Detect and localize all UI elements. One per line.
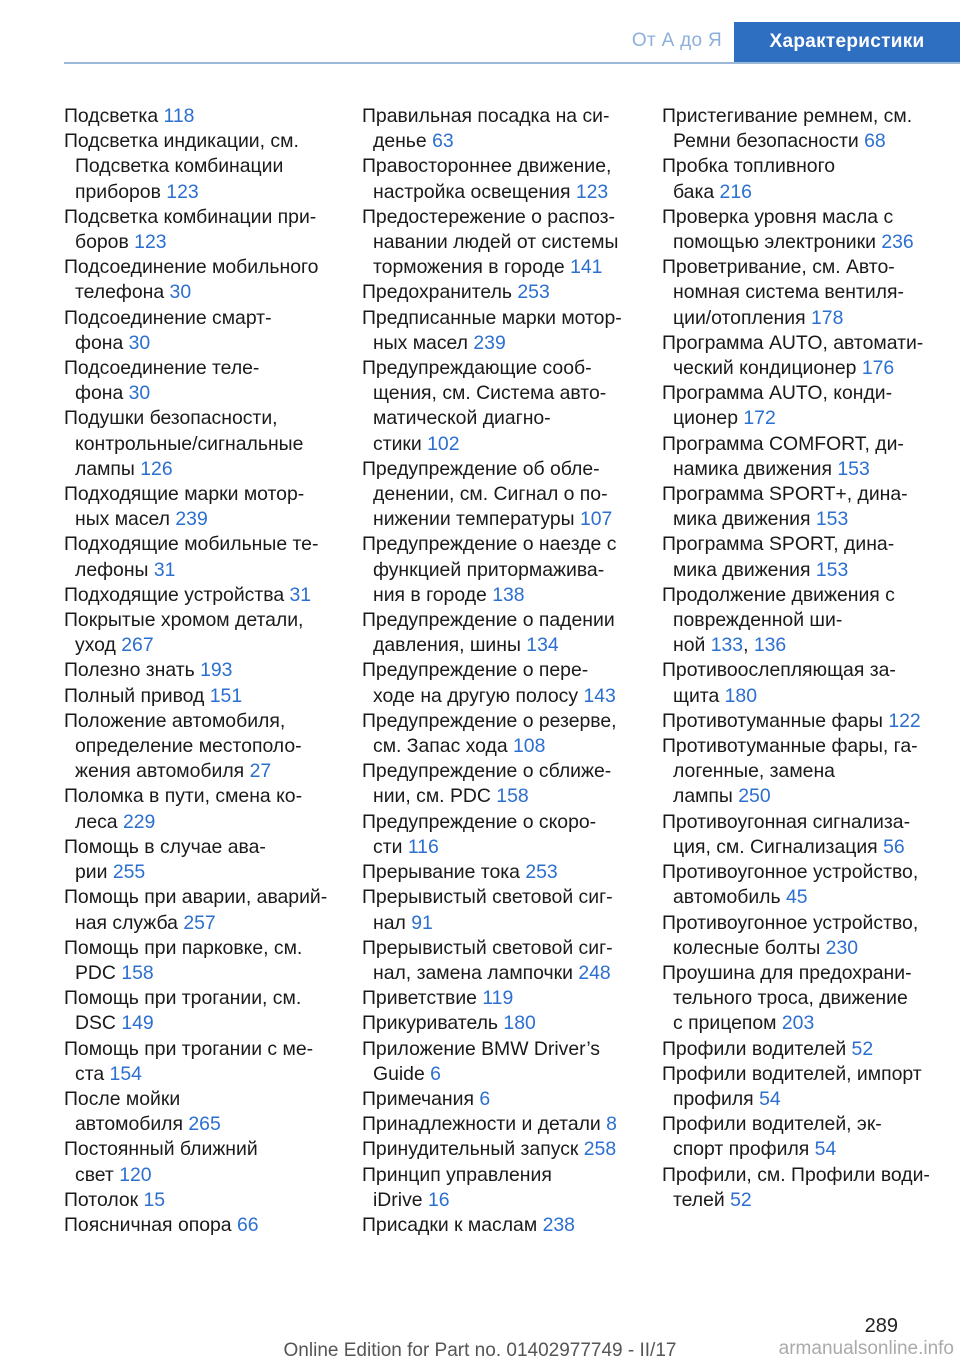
entry-text: ходе на другую полосу [373,684,579,707]
entry-text: ной [673,634,706,657]
entry-text: Guide [373,1062,425,1085]
index-entry [64,608,336,658]
page-link[interactable]: 255 [112,861,146,884]
entry-text: Предупреждение о пере- [362,659,589,682]
index-entry [662,1112,954,1162]
entry-text: тельного троса, движение [673,987,908,1010]
index-column-2 [362,104,634,1238]
page-link[interactable]: 116 [407,835,439,858]
index-entry [64,129,336,205]
page-link[interactable]: 31 [289,583,312,606]
page-link[interactable]: 123 [575,180,609,203]
entry-text: лампы [75,457,135,480]
entry-text: автомобиля [75,1113,183,1136]
entry-text: приборов [75,180,161,203]
page-link[interactable]: 123 [134,231,167,254]
index-entry [64,1137,336,1187]
index-entry [362,658,634,708]
page-link[interactable]: 172 [743,407,776,430]
page-link[interactable]: 102 [427,432,460,455]
entry-text: Прерывистый световой сиг- [362,936,613,959]
page-link[interactable]: 153 [815,558,849,581]
page-link[interactable]: 151 [209,684,243,707]
entry-text: леса [75,810,118,833]
index-entry [662,860,954,910]
edition-footer: Online Edition for Part no. 01402977749 - II/17 [283,1340,677,1361]
entry-text: Противотуманные фары, га- [662,735,918,758]
page-link[interactable]: 203 [781,1012,815,1035]
index-entry: Продолжение движения с поврежденной ши- ной 133, 136 [662,583,895,657]
entry-text: Покрытые хромом детали, [64,609,304,632]
page-link[interactable]: 154 [109,1062,142,1085]
index-entry [362,1163,634,1213]
page-link[interactable]: 91 [411,911,433,934]
page-link[interactable]: 253 [525,861,558,884]
entry-text: лампы [673,785,733,808]
entry-text: профиля [673,1087,754,1110]
entry-text: Поясничная опора [64,1213,232,1236]
entry-text: Помощь при трогании, см. [64,987,302,1010]
entry-text: Профили водителей, эк- [662,1113,882,1136]
page-link[interactable]: 120 [119,1163,152,1186]
page-link[interactable]: 56 [883,835,905,858]
entry-text: Поломка в пути, смена ко- [64,785,303,808]
index-entry [662,532,954,582]
page-link[interactable]: 30 [128,382,151,405]
page-link[interactable]: 31 [153,558,176,581]
entry-text: Программа AUTO, конди- [662,382,893,405]
entry-text: Предупреждающие сооб- [362,357,592,380]
page-link[interactable]: 239 [175,508,208,531]
index-entry [64,684,336,709]
index-entry [64,583,336,608]
page-link[interactable]: 52 [851,1037,874,1060]
page-link[interactable]: 158 [121,961,154,984]
page-link[interactable]: 178 [811,306,844,329]
page-link[interactable]: 248 [578,961,611,984]
index-entry [64,205,336,255]
index-entry [362,356,634,457]
index-column-1 [64,104,336,1238]
page-link[interactable]: 66 [236,1213,259,1236]
page-link[interactable]: 216 [719,180,752,203]
entry-text: денении, см. Сигнал о по- [373,483,608,506]
entry-text: Правостороннее движение, [362,155,612,178]
index-entry [662,709,954,734]
page-link[interactable]: 236 [881,231,914,254]
entry-text: Подсоединение теле- [64,357,260,380]
entry-text: контрольные/сигнальные [75,432,304,455]
entry-text: Приветствие [362,987,477,1010]
entry-text: автомобиль [673,886,781,909]
page-link[interactable]: 27 [249,760,272,783]
entry-text: Потолок [64,1188,139,1211]
index-entry [64,1087,336,1137]
index-entry [362,1112,634,1137]
entry-text: торможения в городе [373,256,565,279]
page-link[interactable]: 176 [861,357,895,380]
page-link[interactable]: 265 [188,1113,221,1136]
entry-text: ния в городе [373,583,487,606]
entry-text: функцией притормажива- [373,558,605,581]
entry-text: Постоянный ближний [64,1138,258,1161]
page-link[interactable]: 52 [730,1188,752,1211]
entry-text: мика движения [673,508,811,531]
page-link[interactable]: 136 [753,634,787,657]
entry-text: настройка освещения [373,180,571,203]
entry-text: DSC [75,1012,116,1035]
entry-text: ста [75,1062,105,1085]
page-link[interactable]: 253 [517,281,550,304]
index-entry [362,1137,634,1162]
entry-text: Полный привод [64,684,205,707]
index-entry [362,986,634,1011]
index-entry [64,835,336,885]
entry-text: колесные болты [673,936,821,959]
section-tab[interactable]: Характеристики [734,22,960,62]
page-link[interactable]: 16 [427,1188,450,1211]
entry-text: Продолжение движения с [662,583,895,606]
header-bar [64,22,960,64]
entry-text: Проверка уровня масла с [662,205,894,228]
index-entry [64,986,336,1036]
page-number: 289 [864,1315,898,1337]
index-entry [64,784,336,834]
index-entry [662,104,954,154]
entry-text: Противоослепляющая за- [662,659,896,682]
entry-text: ция, см. Сигнализация [673,835,878,858]
entry-text: ческий кондиционер [673,357,857,380]
entry-text: Принадлежности и детали [362,1113,601,1136]
entry-text: нал, замена лампочки [373,961,573,984]
entry-text: Противоугонное устройство, [662,861,919,884]
page-link[interactable]: 8 [606,1113,617,1136]
entry-text: ная служба [75,911,178,934]
page-link[interactable]: 230 [825,936,859,959]
index-entry [64,936,336,986]
page-link[interactable]: 193 [200,659,233,682]
entry-text: Противотуманные фары [662,709,883,732]
page-link[interactable]: 153 [815,508,849,531]
entry-text: Подушки безопасности, [64,407,278,430]
entry-text: бака [673,180,715,203]
page-link[interactable]: 149 [121,1012,154,1035]
entry-text: щения, см. Система авто- [373,382,607,405]
entry-text: Принудительный запуск [362,1138,579,1161]
page-link[interactable]: 123 [166,180,199,203]
index-entry [662,961,954,1037]
entry-text: Прерывание тока [362,861,520,884]
page-link[interactable]: 258 [583,1138,617,1161]
entry-text: Противоугонная сигнализа- [662,810,911,833]
entry-text: телей [673,1188,725,1211]
index-entry [362,810,634,860]
entry-text: спорт профиля [673,1138,810,1161]
entry-text: щита [673,684,720,707]
entry-text: Предписанные марки мотор- [362,306,622,329]
entry-text: Подходящие марки мотор- [64,483,305,506]
page-link[interactable]: 180 [503,1012,536,1035]
entry-text: нии, см. PDC [373,785,491,808]
index-entry [362,1037,634,1087]
entry-text: матической диагно- [373,407,551,430]
index-entry [662,810,954,860]
entry-text: Подходящие устройства [64,583,285,606]
page-link[interactable]: 153 [837,457,870,480]
entry-text: ных масел [75,508,170,531]
entry-text: Приложение BMW Driver’s [362,1037,600,1060]
index-entry [362,205,634,281]
index-entry [362,104,634,154]
entry-text: давления, шины [373,634,521,657]
page-link[interactable]: 180 [724,684,757,707]
entry-text: ции/отопления [673,306,806,329]
page-link[interactable]: 108 [513,735,546,758]
entry-text: навании людей от системы [373,231,619,254]
page-link[interactable]: 267 [121,634,154,657]
entry-text: Предупреждение о скоро- [362,810,597,833]
entry-text: Проушина для предохрани- [662,961,912,984]
index-entry [362,306,634,356]
page-link[interactable]: 6 [479,1087,491,1110]
page-link[interactable]: 229 [122,810,156,833]
entry-text: Принцип управления [362,1163,552,1186]
entry-text: Помощь при аварии, аварий- [64,886,328,909]
entry-text: номная система вентиля- [673,281,904,304]
entry-text: Программа SPORT+, дина- [662,483,908,506]
entry-text: поврежденной ши- [673,609,843,632]
index-entry [64,658,336,683]
index-entry [662,255,954,331]
entry-text: Программа COMFORT, ди- [662,432,904,455]
page-link[interactable]: 54 [814,1138,837,1161]
entry-text: фона [75,331,124,354]
index-entry [362,154,634,204]
page-link[interactable]: 126 [140,457,173,480]
entry-text: Подсветка индикации, см. [64,130,299,153]
entry-text: уход [75,634,116,657]
index-column-3 [662,104,954,1213]
entry-text: Ремни безопасности [673,130,859,153]
entry-text: Проветривание, см. Авто- [662,256,895,279]
breadcrumb-link[interactable]: От А до Я [631,30,722,51]
index-entry [64,306,336,356]
page-link[interactable]: 122 [888,709,921,732]
entry-text: определение местополо- [75,735,302,758]
index-entry [64,406,336,482]
page-link[interactable]: 68 [864,130,886,153]
entry-text: Предупреждение о сближе- [362,760,612,783]
page-link[interactable]: 6 [430,1062,441,1085]
page-link[interactable]: 107 [579,508,613,531]
index-entry [662,1163,954,1213]
page-link[interactable]: 133 [710,634,744,657]
entry-text: Противоугонное устройство, [662,911,919,934]
entry-text: Положение автомобиля, [64,709,286,732]
entry-text: Помощь в случае ава- [64,835,266,858]
index-entry [64,1188,336,1213]
entry-text: Присадки к маслам [362,1213,538,1236]
page-link[interactable]: 30 [169,281,192,304]
page-link[interactable]: 30 [128,331,151,354]
entry-text: Прерывистый световой сиг- [362,886,613,909]
entry-text: фона [75,382,124,405]
index-entry [362,280,634,305]
index-entry [662,482,954,532]
index-entry [362,709,634,759]
entry-text: Примечания [362,1087,474,1110]
page-link[interactable]: 238 [542,1213,575,1236]
entry-text: Помощь при трогании с ме- [64,1037,314,1060]
entry-text: Предохранитель [362,281,512,304]
index-entry [362,1011,634,1036]
entry-text: Помощь при парковке, см. [64,936,303,959]
index-entry [662,154,954,204]
entry-text: рии [75,861,108,884]
entry-text: Предупреждение о падении [362,609,615,632]
page-link[interactable]: 45 [785,886,808,909]
index-entry [662,331,954,381]
entry-text: Подсветка комбинации [75,155,284,178]
index-entry [662,734,954,810]
index-entry [64,1037,336,1087]
entry-text: iDrive [373,1188,423,1211]
entry-text: Профили водителей, импорт [662,1062,922,1085]
entry-text: ционер [673,407,738,430]
entry-text: логенные, замена [673,760,835,783]
entry-text: Предупреждение о наезде с [362,533,617,556]
page-link[interactable]: 54 [759,1087,781,1110]
index-entry [362,457,634,533]
entry-text: Пристегивание ремнем, см. [662,105,913,127]
page-link[interactable]: 138 [492,583,525,606]
entry-text: Полезно знать [64,659,195,682]
entry-text: стики [373,432,422,455]
entry-text: Профили, см. Профили води- [662,1163,930,1186]
index-entry [64,104,336,129]
page-link[interactable]: 141 [570,256,603,279]
entry-text: денье [373,130,427,153]
index-entry [64,356,336,406]
entry-text: После мойки [64,1087,181,1110]
entry-text: помощью электроники [673,231,876,254]
entry-text: нал [373,911,406,934]
entry-text: Предупреждение об обле- [362,457,600,480]
entry-text: см. Запас хода [373,735,508,758]
index-entry [64,532,336,582]
page-link[interactable]: 143 [583,684,616,707]
index-entry [662,205,954,255]
index-entry [64,885,336,935]
entry-text: намика движения [673,457,832,480]
site-watermark: armanualsonline.info [778,1338,954,1359]
index-entry [662,911,954,961]
entry-text: PDC [75,961,116,984]
index-entry [662,432,954,482]
entry-text: Предупреждение о резерве, [362,709,617,732]
index-entry [64,709,336,785]
index-entry [64,1213,336,1238]
index-entry [362,1213,634,1238]
entry-text: с прицепом [673,1012,777,1035]
index-entry [362,860,634,885]
entry-text: Подходящие мобильные те- [64,533,319,556]
entry-text: Правильная посадка на си- [362,105,610,127]
page-link[interactable]: 257 [183,911,216,934]
page-link[interactable]: 63 [432,130,454,153]
entry-text: Программа SPORT, дина- [662,533,895,556]
index-entry [64,482,336,532]
entry-text: ных масел [373,331,468,354]
index-entry [362,885,634,935]
entry-text: сти [373,835,403,858]
page-link[interactable]: 119 [482,987,514,1010]
page-link[interactable]: 158 [496,785,529,808]
index-entry [362,936,634,986]
index-entry [362,759,634,809]
index-entry [662,658,954,708]
index-entry [362,608,634,658]
index-entry [64,255,336,305]
page-link[interactable]: 239 [473,331,506,354]
entry-text: свет [75,1163,114,1186]
index-entry [662,1037,954,1062]
entry-text: Подсветка комбинации при- [64,205,317,228]
entry-text: жения автомобиля [75,760,245,783]
entry-text: нижении температуры [373,508,575,531]
entry-text: Пробка топливного [662,155,836,178]
entry-text: Подсоединение смарт- [64,306,272,329]
index-entry [662,381,954,431]
entry-text: телефона [75,281,165,304]
page-link[interactable]: 15 [143,1188,166,1211]
entry-text: Предостережение о распоз- [362,205,615,228]
entry-text: Программа AUTO, автомати- [662,331,924,354]
index-entry [362,1087,634,1112]
page-link[interactable]: 250 [738,785,771,808]
entry-text: Подсоединение мобильного [64,256,319,279]
entry-text: Профили водителей [662,1037,847,1060]
page-link[interactable]: 118 [163,105,195,127]
entry-text: лефоны [75,558,149,581]
entry-text: мика движения [673,558,811,581]
index-entry [362,532,634,608]
index-entry [662,1062,954,1112]
entry-text: боров [75,231,129,254]
entry-text: Подсветка [64,105,159,127]
page-link[interactable]: 134 [526,634,559,657]
entry-text: Прикуриватель [362,1012,499,1035]
